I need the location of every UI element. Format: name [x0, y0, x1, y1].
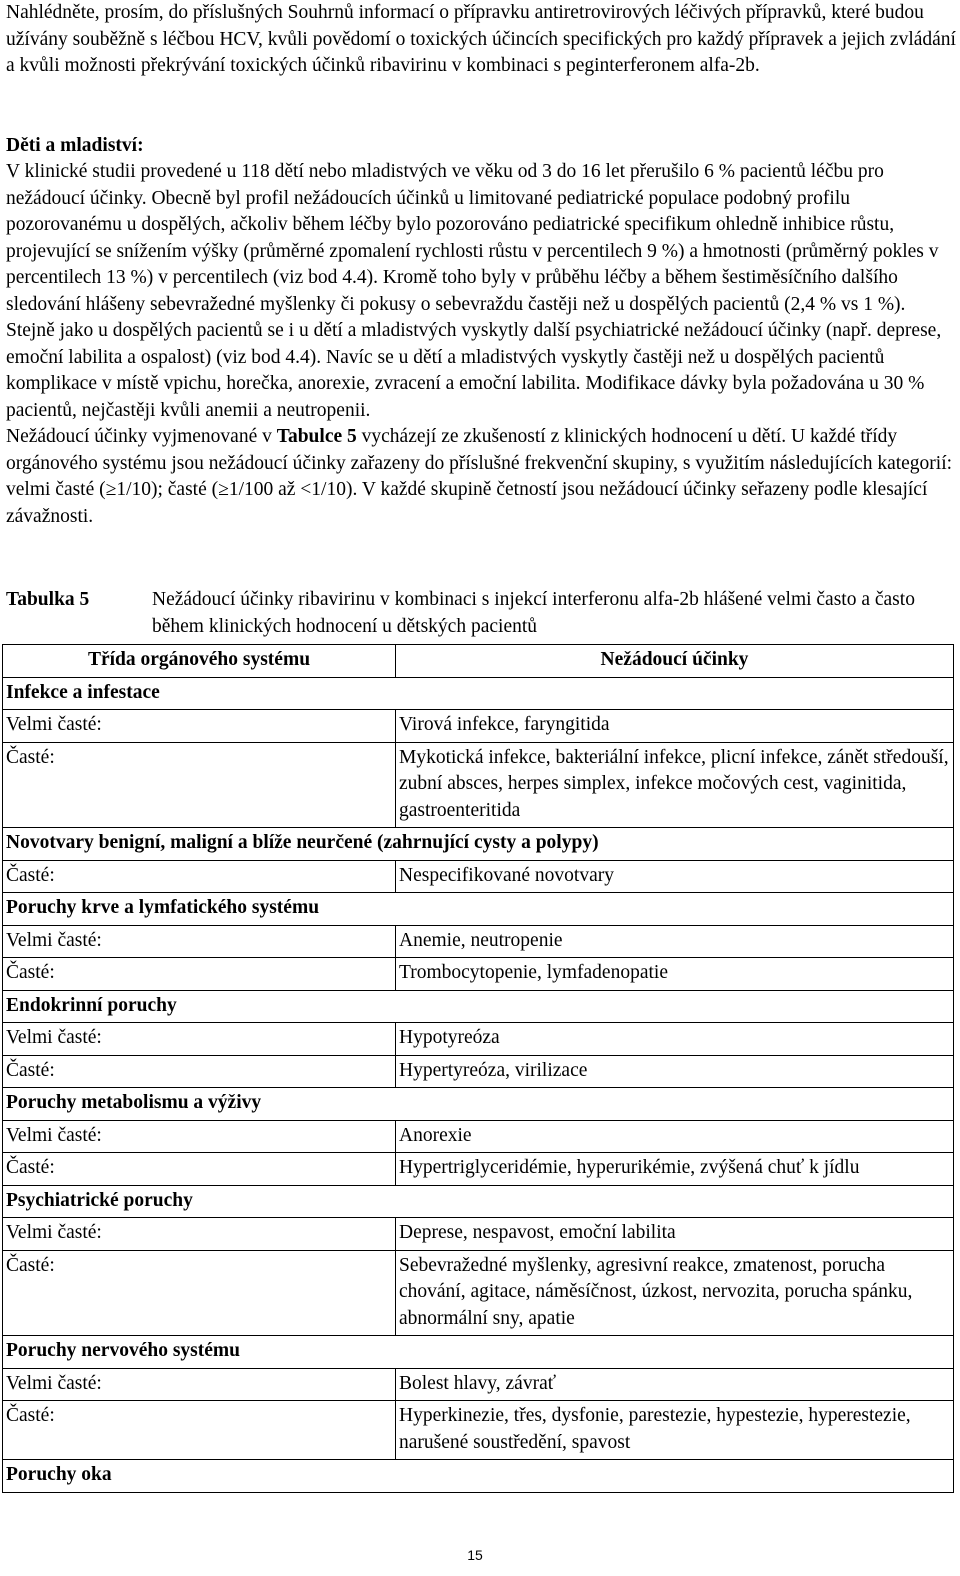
soc-name: Poruchy oka: [3, 1460, 954, 1493]
soc-row: [3, 1460, 954, 1493]
effects-cell: Hyperkinezie, třes, dysfonie, parestezie, hypestezie, hyperestezie, narušené soustředění, spavost: [396, 1401, 954, 1460]
table-row: [3, 742, 954, 828]
table-label: Tabulka 5: [6, 589, 90, 610]
table-row: [3, 860, 954, 893]
effects-cell: Anemie, neutropenie: [396, 925, 954, 958]
column-header-soc: Třída orgánového systému: [3, 645, 396, 678]
page-number: 15: [467, 1547, 483, 1563]
soc-name: Poruchy nervového systému: [3, 1336, 954, 1369]
effects-cell: Mykotická infekce, bakteriální infekce, plicní infekce, zánět středouší, zubní absces, herpes simplex, infekce močových cest, vaginitida, gastroenteritida: [396, 742, 954, 828]
soc-row: [3, 828, 954, 861]
effects-cell: Sebevražedné myšlenky, agresivní reakce, zmatenost, porucha chování, agitace, náměsíčnost, úzkost, nervozita, porucha spánku, abnormální sny, apatie: [396, 1250, 954, 1336]
table-row: [3, 958, 954, 991]
soc-row: [3, 1336, 954, 1369]
frequency-cell: Časté:: [3, 860, 396, 893]
frequency-cell: Velmi časté:: [3, 710, 396, 743]
soc-row: [3, 1185, 954, 1218]
soc-name: Endokrinní poruchy: [3, 990, 954, 1023]
intro-paragraph: Nahlédněte, prosím, do příslušných Souhrnů informací o přípravku antiretrovirových léčivých přípravků, které budou užívány souběžně s léčbou HCV, kvůli povědomí o toxických účincích specifických pro každý přípravek a jejich zvládání a kvůli možnosti překrývání toxických účinků ribavirinu v kombinaci s peginterferonem alfa-2b.: [6, 2, 956, 76]
table-body: [3, 677, 954, 1492]
frequency-cell: Časté:: [3, 1153, 396, 1186]
effects-cell: Hypotyreóza: [396, 1023, 954, 1056]
section-heading-children: Děti a mladiství:: [6, 135, 144, 156]
frequency-cell: Velmi časté:: [3, 1218, 396, 1251]
frequency-cell: Velmi časté:: [3, 1368, 396, 1401]
frequency-cell: Velmi časté:: [3, 925, 396, 958]
table-row: [3, 710, 954, 743]
adverse-effects-table: [2, 644, 954, 1493]
effects-cell: Bolest hlavy, závrať: [396, 1368, 954, 1401]
frequency-cell: Časté:: [3, 958, 396, 991]
soc-name: Poruchy metabolismu a výživy: [3, 1088, 954, 1121]
table-header-row: [3, 645, 954, 678]
table-row: [3, 1250, 954, 1336]
table-row: [3, 925, 954, 958]
table-reference: Tabulce 5: [276, 426, 357, 447]
table-row: [3, 1153, 954, 1186]
children-section-text: [6, 159, 956, 530]
effects-cell: Hypertyreóza, virilizace: [396, 1055, 954, 1088]
effects-cell: Anorexie: [396, 1120, 954, 1153]
children-paragraph: V klinické studii provedené u 118 dětí nebo mladistvých ve věku od 3 do 16 let přerušilo 6 % pacientů léčbu pro nežádoucí účinky. Obecně byl profil nežádoucích účinků u limitované pediatrické populace podobný profilu pozorovanému u dospělých, ačkoliv během léčby bylo pozorováno pediatrické specifikum ohledně inhibice růstu, projevující se snížením výšky (průměrné zpomalení rychlosti růstu v percentilech 9 %) a hmotnosti (průměrný pokles v percentilech 13 %) v percentilech (viz bod 4.4). Kromě toho byly v průběhu léčby a během šestiměsíčního dalšího sledování hlášeny sebevražedné myšlenky či pokusy o sebevraždu častěji než u dospělých pacientů (2,4 % vs 1 %). Stejně jako u dospělých pacientů se i u dětí a mladistvých vyskytly další psychiatrické nežádoucí účinky (např. deprese, emoční labilita a ospalost) (viz bod 4.4). Navíc se u dětí a mladistvých vyskytly častěji než u dospělých pacientů komplikace v místě vpichu, horečka, anorexie, zvracení a emoční labilita. Modifikace dávky byla požadována u 30 % pacientů, nejčastěji kvůli anemii a neutropenii.: [6, 161, 942, 421]
effects-cell: Virová infekce, faryngitida: [396, 710, 954, 743]
table-row: [3, 1055, 954, 1088]
effects-cell: Hypertriglyceridémie, hyperurikémie, zvýšená chuť k jídlu: [396, 1153, 954, 1186]
soc-row: [3, 677, 954, 710]
frequency-cell: Časté:: [3, 742, 396, 828]
effects-cell: Nespecifikované novotvary: [396, 860, 954, 893]
soc-row: [3, 990, 954, 1023]
soc-name: Psychiatrické poruchy: [3, 1185, 954, 1218]
table-row: [3, 1401, 954, 1460]
frequency-cell: Časté:: [3, 1401, 396, 1460]
table-row: [3, 1218, 954, 1251]
soc-row: [3, 1088, 954, 1121]
table-caption: Nežádoucí účinky ribavirinu v kombinaci s injekcí interferonu alfa-2b hlášené velmi často a často během klinických hodnocení u dětských pacientů: [152, 589, 915, 637]
soc-name: Infekce a infestace: [3, 677, 954, 710]
table-row: [3, 1368, 954, 1401]
soc-name: Poruchy krve a lymfatického systému: [3, 893, 954, 926]
effects-cell: Deprese, nespavost, emoční labilita: [396, 1218, 954, 1251]
frequency-cell: Časté:: [3, 1250, 396, 1336]
frequency-cell: Velmi časté:: [3, 1023, 396, 1056]
table-intro-paragraph: [6, 424, 956, 530]
frequency-cell: Velmi časté:: [3, 1120, 396, 1153]
soc-row: [3, 893, 954, 926]
table-intro-text-start: Nežádoucí účinky vyjmenované v: [6, 426, 277, 447]
table-intro-text-end: vycházejí ze zkušeností z klinických hodnocení u dětí. U každé třídy orgánového systému jsou nežádoucí účinky zařazeny do příslušné frekvenční skupiny, s využitím následujících kategorií: velmi časté (≥1/10); časté (≥1/100 až <1/10). V každé skupině četností jsou nežádoucí účinky seřazeny podle klesající závažnosti.: [6, 426, 953, 527]
soc-name: Novotvary benigní, maligní a blíže neurčené (zahrnující cysty a polypy): [3, 828, 954, 861]
effects-cell: Trombocytopenie, lymfadenopatie: [396, 958, 954, 991]
table-row: [3, 1120, 954, 1153]
column-header-effects: Nežádoucí účinky: [396, 645, 954, 678]
frequency-cell: Časté:: [3, 1055, 396, 1088]
table-row: [3, 1023, 954, 1056]
